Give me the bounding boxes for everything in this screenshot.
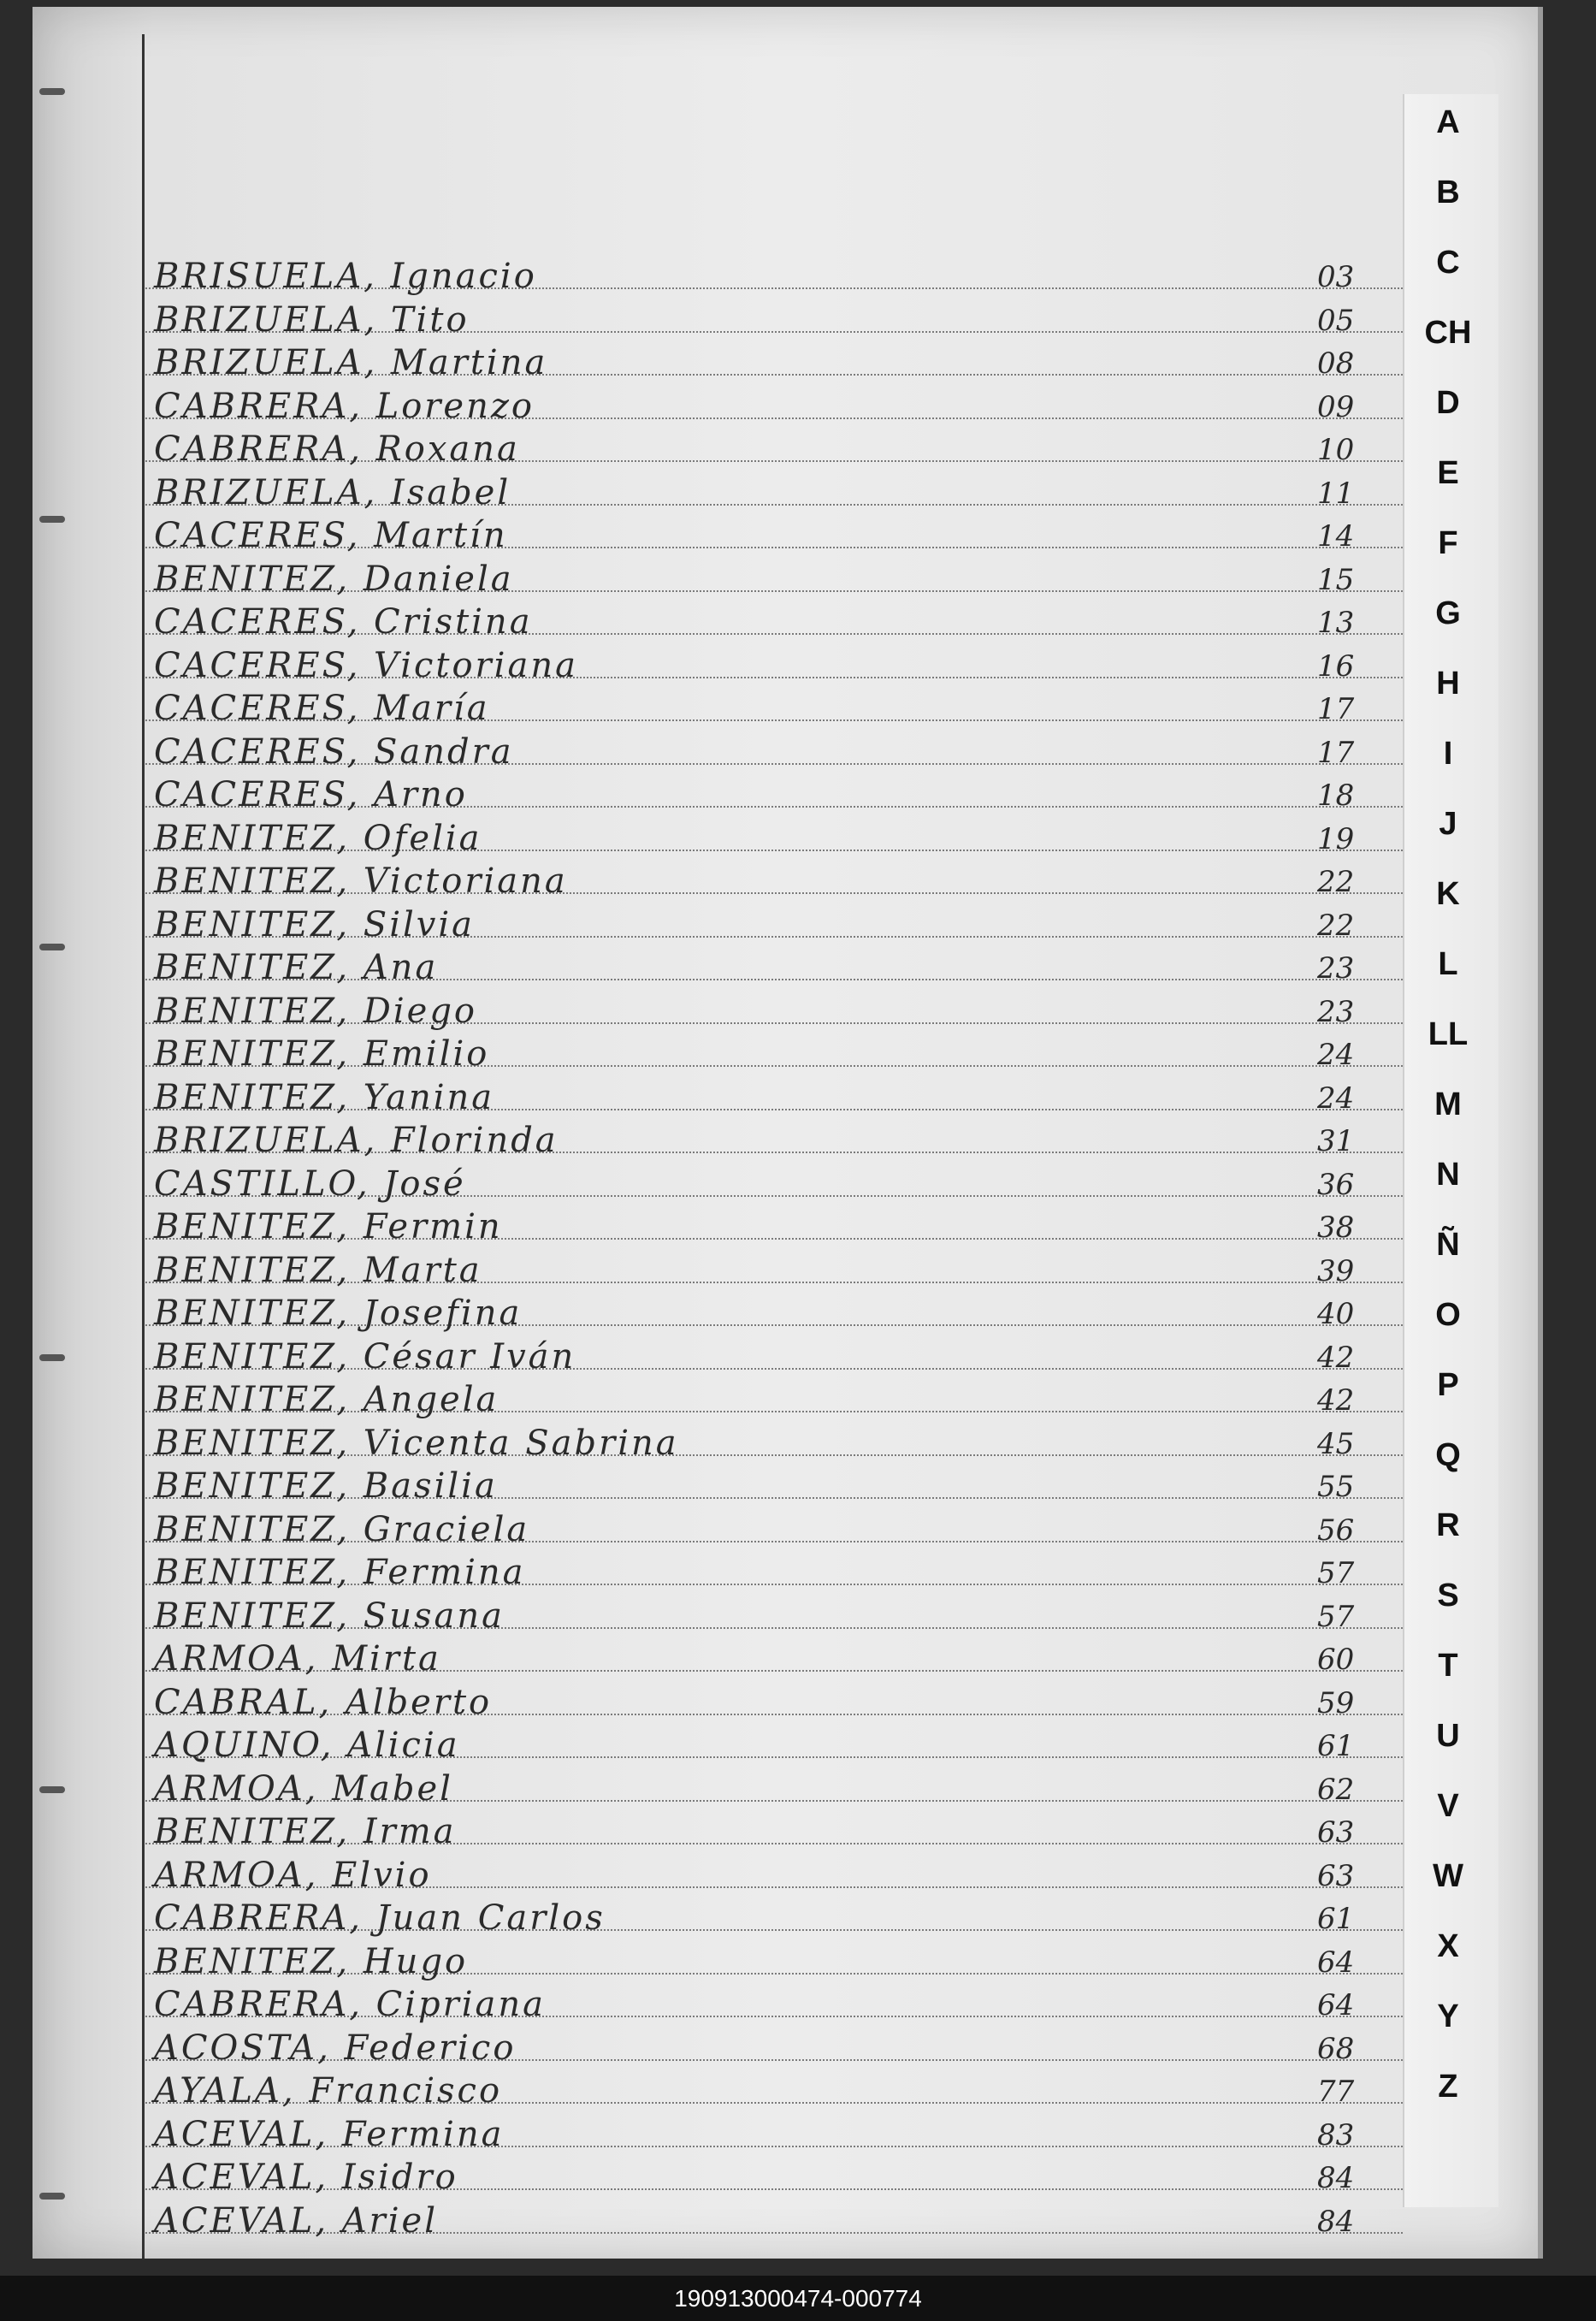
entry-name: ACEVAL, Isidro xyxy=(154,2158,458,2197)
entry-name: BENITEZ, Vicenta Sabrina xyxy=(154,1423,679,1463)
index-tab-e: E xyxy=(1437,455,1459,491)
entry-name: BRIZUELA, Florinda xyxy=(154,1121,559,1160)
index-tab-c: C xyxy=(1436,245,1460,281)
entry-name: BENITEZ, Irma xyxy=(154,1812,457,1851)
entry-page-number: 17 xyxy=(1317,692,1355,726)
entry-page-number: 05 xyxy=(1317,303,1355,338)
entry-page-number: 22 xyxy=(1317,865,1355,899)
entry-name: BENITEZ, Ana xyxy=(154,948,439,987)
entry-page-number: 36 xyxy=(1317,1167,1355,1202)
entry-page-number: 64 xyxy=(1317,1945,1355,1980)
index-tab-f: F xyxy=(1438,525,1458,561)
entry-name: CACERES, Cristina xyxy=(154,602,533,642)
binding-hole xyxy=(39,88,65,95)
index-tab-h: H xyxy=(1436,666,1460,702)
entry-page-number: 13 xyxy=(1317,606,1355,640)
index-tab-m: M xyxy=(1434,1086,1462,1122)
entry-page-number: 23 xyxy=(1317,951,1355,986)
binding-hole xyxy=(39,1354,65,1361)
entry-page-number: 24 xyxy=(1317,1038,1355,1072)
entry-page-number: 09 xyxy=(1317,389,1355,424)
image-id-footer: 190913000474-000774 xyxy=(0,2276,1596,2321)
index-tab-b: B xyxy=(1436,175,1460,210)
entry-name: CACERES, Arno xyxy=(154,775,468,814)
entry-page-number: 57 xyxy=(1317,1556,1355,1590)
entry-name: BENITEZ, Victoriana xyxy=(154,861,568,901)
binding-hole xyxy=(39,516,65,523)
entry-page-number: 22 xyxy=(1317,908,1355,943)
index-tab-l: L xyxy=(1438,946,1458,982)
index-tab-d: D xyxy=(1436,385,1460,421)
entry-name: BENITEZ, Emilio xyxy=(154,1034,490,1074)
entry-name: ACEVAL, Ariel xyxy=(154,2200,439,2241)
index-tab-y: Y xyxy=(1437,1998,1459,2034)
entry-name: ARMOA, Elvio xyxy=(154,1855,432,1895)
entry-page-number: 61 xyxy=(1317,1902,1355,1936)
entry-page-number: 45 xyxy=(1317,1426,1355,1461)
binding-hole xyxy=(39,1786,65,1793)
entry-page-number: 63 xyxy=(1317,1815,1355,1850)
binding-hole xyxy=(39,944,65,950)
entry-page-number: 59 xyxy=(1317,1685,1355,1720)
entry-name: CABRAL, Alberto xyxy=(154,1682,493,1722)
entry-name: BENITEZ, Fermin xyxy=(154,1207,503,1246)
entry-name: BENITEZ, Silvia xyxy=(154,904,476,944)
index-tab-q: Q xyxy=(1435,1437,1461,1473)
index-tab-k: K xyxy=(1436,876,1460,912)
entry-name: BENITEZ, Marta xyxy=(154,1250,482,1290)
index-tab-v: V xyxy=(1437,1788,1459,1824)
entry-page-number: 39 xyxy=(1317,1253,1355,1288)
entry-page-number: 16 xyxy=(1317,648,1355,684)
entry-name: BENITEZ, Susana xyxy=(154,1596,505,1636)
entry-name: BRIZUELA, Tito xyxy=(154,299,470,340)
entry-page-number: 24 xyxy=(1317,1081,1355,1116)
entry-page-number: 23 xyxy=(1317,994,1355,1029)
binding-hole xyxy=(39,2193,65,2200)
entry-page-number: 68 xyxy=(1317,2031,1355,2066)
entry-name: ACOSTA, Federico xyxy=(154,2028,517,2068)
entry-name: AQUINO, Alicia xyxy=(154,1726,460,1765)
entry-page-number: 83 xyxy=(1317,2117,1355,2152)
entry-page-number: 84 xyxy=(1317,2161,1355,2195)
entry-name: CACERES, Sandra xyxy=(154,731,514,772)
entry-page-number: 62 xyxy=(1317,1772,1355,1807)
index-tab-r: R xyxy=(1436,1507,1460,1543)
entry-page-number: 40 xyxy=(1317,1297,1355,1331)
margin-line xyxy=(142,34,145,2259)
index-tab-i: I xyxy=(1443,736,1453,772)
entry-page-number: 60 xyxy=(1317,1643,1355,1677)
entry-page-number: 55 xyxy=(1317,1470,1355,1504)
entry-name: BRIZUELA, Isabel xyxy=(154,472,511,512)
entry-page-number: 03 xyxy=(1317,260,1355,294)
entry-page-number: 61 xyxy=(1317,1729,1355,1763)
index-tab-w: W xyxy=(1433,1858,1463,1894)
index-tab-u: U xyxy=(1436,1718,1460,1754)
entry-name: BENITEZ, Yanina xyxy=(154,1077,495,1117)
entry-name: ARMOA, Mabel xyxy=(154,1768,453,1809)
index-tab-ñ: Ñ xyxy=(1436,1227,1460,1263)
entry-name: CABRERA, Lorenzo xyxy=(154,386,535,426)
entry-name: BENITEZ, Josefina xyxy=(154,1294,523,1333)
entry-page-number: 56 xyxy=(1317,1513,1355,1548)
entry-name: CACERES, María xyxy=(154,689,490,728)
entry-page-number: 18 xyxy=(1317,779,1355,813)
entry-page-number: 19 xyxy=(1317,821,1355,856)
entry-name: BENITEZ, Ofelia xyxy=(154,818,482,858)
index-tab-x: X xyxy=(1437,1928,1459,1964)
entry-page-number: 08 xyxy=(1317,346,1355,381)
index-tab-o: O xyxy=(1435,1297,1461,1333)
entry-page-number: 64 xyxy=(1317,1988,1355,2022)
entry-page-number: 31 xyxy=(1317,1124,1355,1158)
entry-page-number: 14 xyxy=(1317,519,1355,554)
index-tab-t: T xyxy=(1438,1648,1458,1684)
entry-name: BRISUELA, Ignacio xyxy=(154,257,537,296)
entry-name: BRIZUELA, Martina xyxy=(154,343,548,382)
entry-name: CABRERA, Cipriana xyxy=(154,1985,547,2024)
entry-name: BENITEZ, Angela xyxy=(154,1380,499,1419)
index-tab-g: G xyxy=(1435,595,1461,631)
entry-name: CACERES, Martín xyxy=(154,516,508,555)
index-tab-s: S xyxy=(1437,1578,1459,1613)
entry-page-number: 63 xyxy=(1317,1858,1355,1893)
entry-page-number: 42 xyxy=(1317,1383,1355,1418)
entry-name: BENITEZ, Basilia xyxy=(154,1466,498,1506)
entry-page-number: 38 xyxy=(1317,1211,1355,1245)
index-tab-ll: LL xyxy=(1428,1016,1469,1052)
entry-name: BENITEZ, César Iván xyxy=(154,1336,576,1377)
entry-name: BENITEZ, Graciela xyxy=(154,1509,530,1549)
entry-page-number: 11 xyxy=(1317,476,1355,511)
entry-page-number: 17 xyxy=(1317,735,1355,770)
entry-name: CACERES, Victoriana xyxy=(154,645,578,685)
entry-page-number: 57 xyxy=(1317,1599,1355,1634)
entry-name: CASTILLO, José xyxy=(154,1163,466,1204)
entry-name: BENITEZ, Diego xyxy=(154,991,478,1031)
entry-name: BENITEZ, Fermina xyxy=(154,1553,526,1592)
entry-page-number: 77 xyxy=(1317,2075,1355,2109)
index-tab-ch: CH xyxy=(1424,315,1472,351)
entry-page-number: 15 xyxy=(1317,562,1355,597)
entry-name: CABRERA, Roxana xyxy=(154,429,520,469)
entry-name: ACEVAL, Fermina xyxy=(154,2114,505,2154)
index-tab-p: P xyxy=(1437,1367,1459,1403)
index-tab-z: Z xyxy=(1438,2069,1458,2105)
entry-name: BENITEZ, Daniela xyxy=(154,559,514,599)
index-tab-a: A xyxy=(1436,104,1460,140)
entry-name: ARMOA, Mirta xyxy=(154,1639,441,1679)
index-tab-j: J xyxy=(1439,806,1457,842)
entry-name: AYALA, Francisco xyxy=(154,2071,503,2111)
entry-page-number: 42 xyxy=(1317,1340,1355,1375)
entry-name: BENITEZ, Hugo xyxy=(154,1941,469,1981)
entry-name: CABRERA, Juan Carlos xyxy=(154,1898,606,1938)
index-tab-n: N xyxy=(1436,1157,1460,1193)
entry-page-number: 10 xyxy=(1317,433,1355,467)
entry-page-number: 84 xyxy=(1317,2204,1355,2239)
